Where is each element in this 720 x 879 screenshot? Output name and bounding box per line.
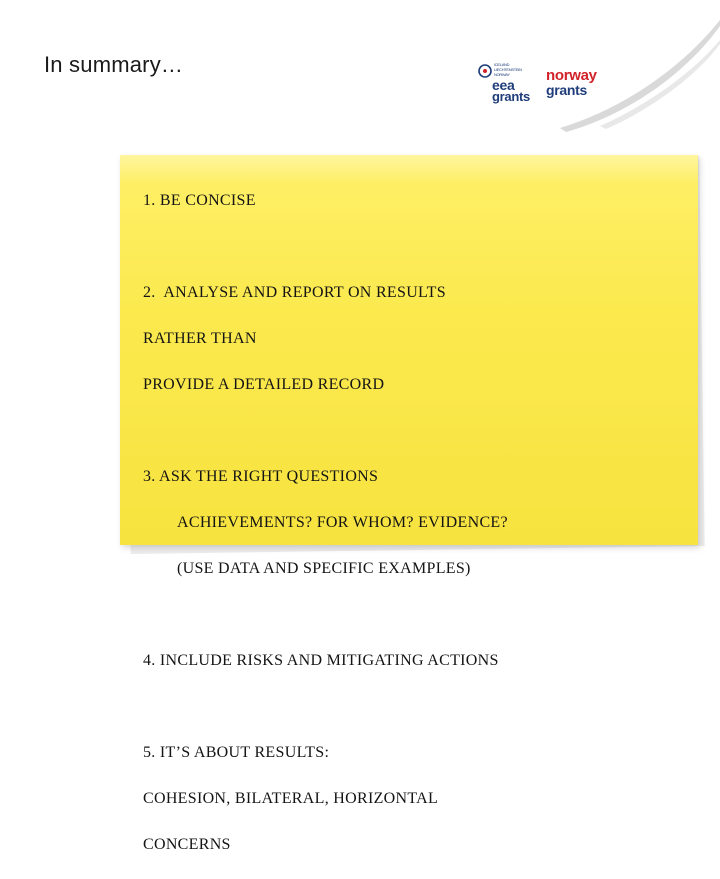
- item-line: 3. ASK THE RIGHT QUESTIONS: [143, 468, 379, 485]
- summary-item-4: [143, 626, 683, 695]
- item-line: 2. ANALYSE AND REPORT ON RESULTS: [143, 284, 446, 301]
- norway-grants-logo: [546, 68, 610, 104]
- eea-logo-mark-icon: [478, 64, 492, 78]
- summary-item-1: [143, 166, 683, 235]
- eea-logo-line1: eea: [492, 77, 515, 93]
- item-line: RATHER THAN: [143, 330, 257, 347]
- norway-logo-line2: grants: [546, 82, 587, 98]
- eea-logo-smalltext: ICELAND LIECHTENSTEIN NORWAY: [494, 62, 522, 77]
- summary-item-2: [143, 258, 683, 419]
- eea-grants-logo: [474, 62, 538, 104]
- item-subline: (USE DATA AND SPECIFIC EXAMPLES): [177, 560, 471, 577]
- norway-logo-line1: norway: [546, 67, 597, 84]
- summary-list: [143, 166, 683, 879]
- page-title: In summary…: [44, 52, 184, 77]
- item-line: CONCERNS: [143, 836, 231, 853]
- summary-item-5: [143, 718, 683, 879]
- eea-logo-line2: grants: [492, 89, 530, 104]
- item-line: 5. IT’S ABOUT RESULTS:: [143, 744, 330, 761]
- item-subline: ACHIEVEMENTS? FOR WHOM? EVIDENCE?: [177, 514, 508, 531]
- item-line: PROVIDE A DETAILED RECORD: [143, 376, 385, 393]
- item-line: 1. BE CONCISE: [143, 192, 256, 209]
- summary-item-3: [143, 442, 683, 603]
- logos: [474, 62, 614, 106]
- item-line: 4. INCLUDE RISKS AND MITIGATING ACTIONS: [143, 652, 499, 669]
- item-line: COHESION, BILATERAL, HORIZONTAL: [143, 790, 439, 807]
